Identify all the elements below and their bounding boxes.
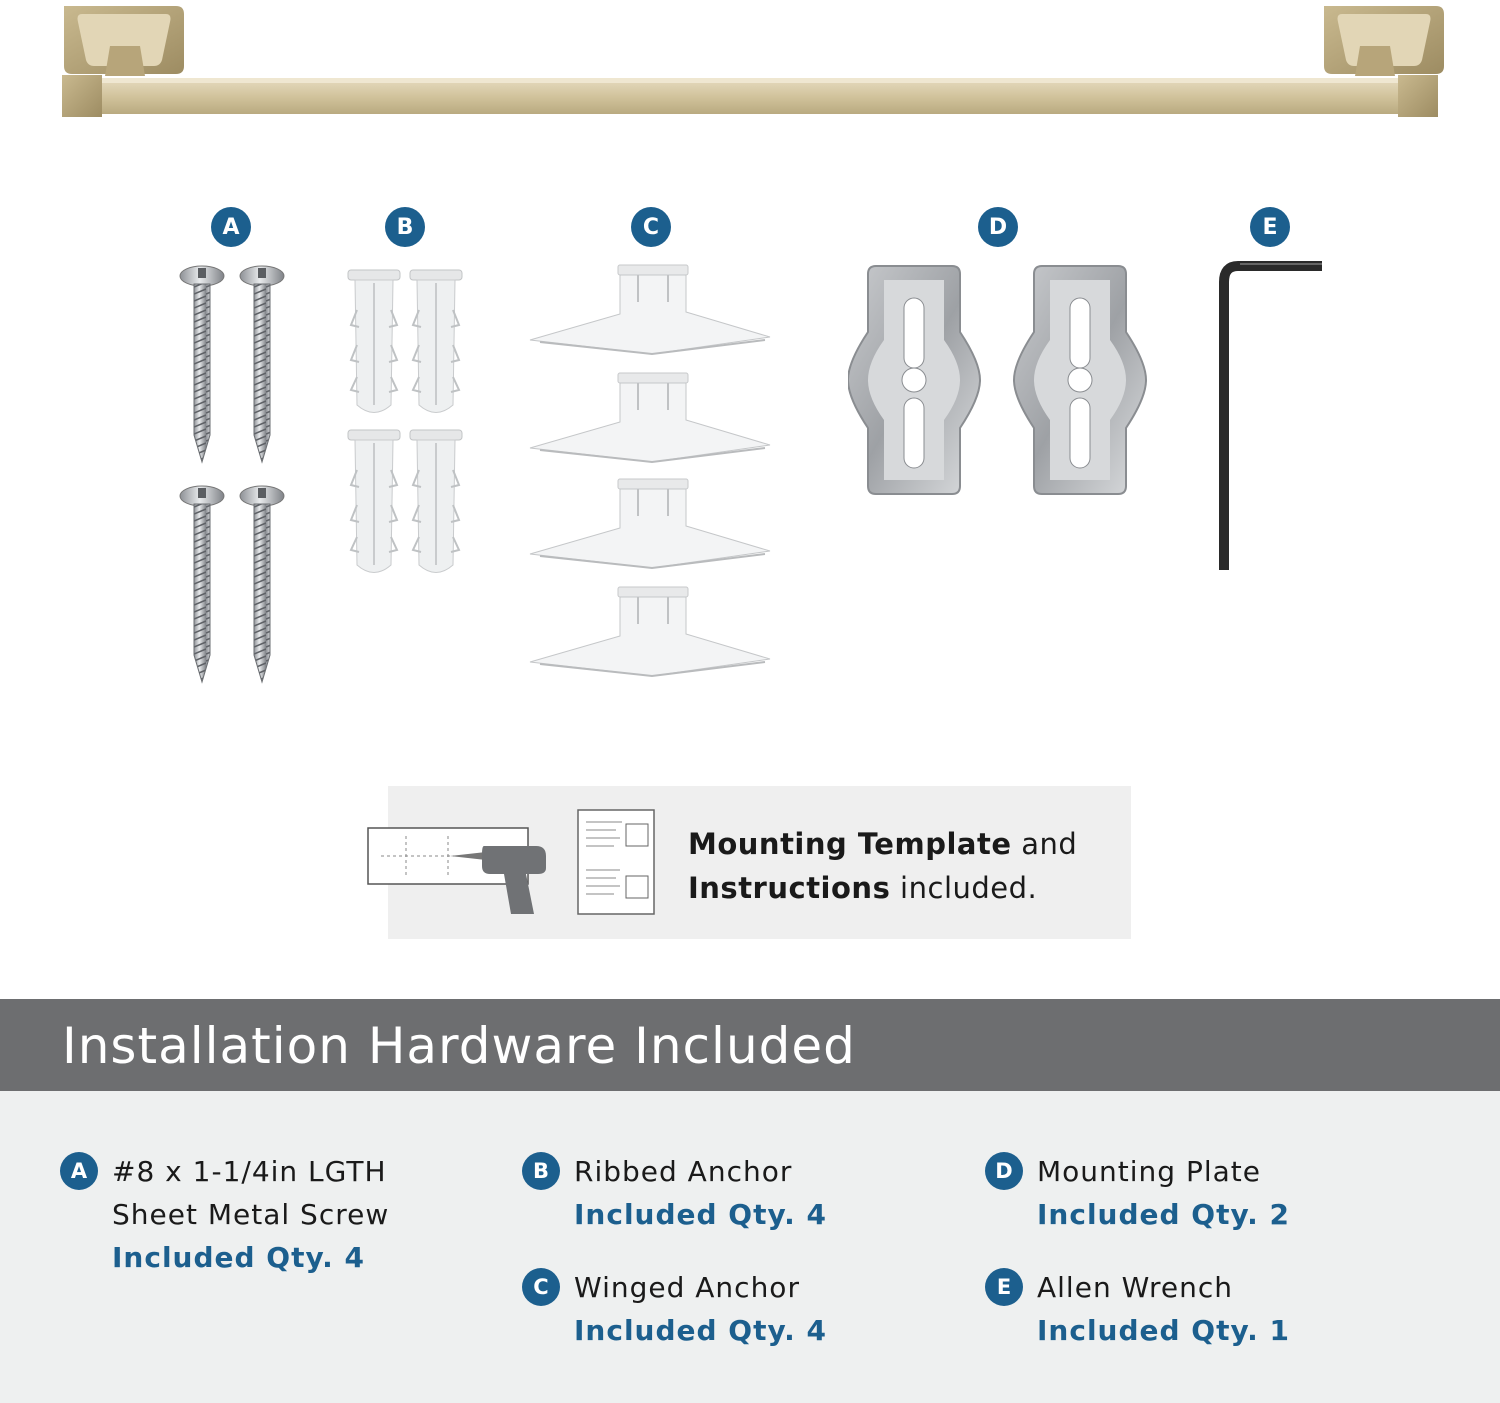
template-note: [688, 822, 1077, 910]
mounting-plate-icon: [848, 262, 1148, 502]
legend-badge-e: E: [985, 1268, 1023, 1306]
part-badge-a: A: [211, 207, 251, 247]
drill-icon: [366, 824, 551, 919]
template-note-bold-2: Instructions: [688, 871, 891, 905]
legend-badge-c: C: [522, 1268, 560, 1306]
legend-e-qty: Included Qty. 1: [1037, 1314, 1291, 1347]
hardware-legend: [0, 1091, 1500, 1403]
legend-a-qty: Included Qty. 4: [112, 1241, 366, 1274]
legend-c-qty: Included Qty. 4: [574, 1314, 828, 1347]
part-badge-b: B: [385, 207, 425, 247]
part-badge-c: C: [631, 207, 671, 247]
legend-b-qty: Included Qty. 4: [574, 1198, 828, 1231]
template-note-text-2: included.: [890, 871, 1038, 905]
instructions-document-icon: [576, 808, 658, 918]
legend-badge-d: D: [985, 1152, 1023, 1190]
screw-icon: [170, 260, 300, 690]
towel-bar-illustration: [0, 0, 1500, 130]
part-badge-e: E: [1250, 207, 1290, 247]
legend-item-c: [533, 1266, 828, 1352]
legend-a-line-2: Sheet Metal Screw: [112, 1198, 390, 1231]
legend-b-line-1: Ribbed Anchor: [574, 1155, 793, 1188]
legend-d-qty: Included Qty. 2: [1037, 1198, 1291, 1231]
legend-d-line-1: Mounting Plate: [1037, 1155, 1261, 1188]
legend-a-line-1: #8 x 1-1/4in LGTH: [112, 1155, 387, 1188]
winged-anchor-icon: [520, 262, 785, 687]
legend-item-b: [532, 1150, 828, 1236]
legend-badge-b: B: [522, 1152, 560, 1190]
allen-wrench-icon: [1210, 258, 1330, 578]
template-note-bold-1: Mounting Template: [688, 827, 1012, 861]
mounting-template-panel: [388, 786, 1131, 939]
legend-e-line-1: Allen Wrench: [1037, 1271, 1234, 1304]
section-banner: [0, 999, 1500, 1091]
part-badge-d: D: [978, 207, 1018, 247]
legend-c-line-1: Winged Anchor: [574, 1271, 800, 1304]
legend-item-d: [995, 1150, 1291, 1236]
legend-item-a: [70, 1150, 390, 1279]
legend-badge-a: A: [60, 1152, 98, 1190]
template-note-text-1: and: [1011, 827, 1078, 861]
legend-item-e: [996, 1266, 1291, 1352]
ribbed-anchor-icon: [345, 265, 470, 585]
banner-title: Installation Hardware Included: [62, 1017, 856, 1075]
